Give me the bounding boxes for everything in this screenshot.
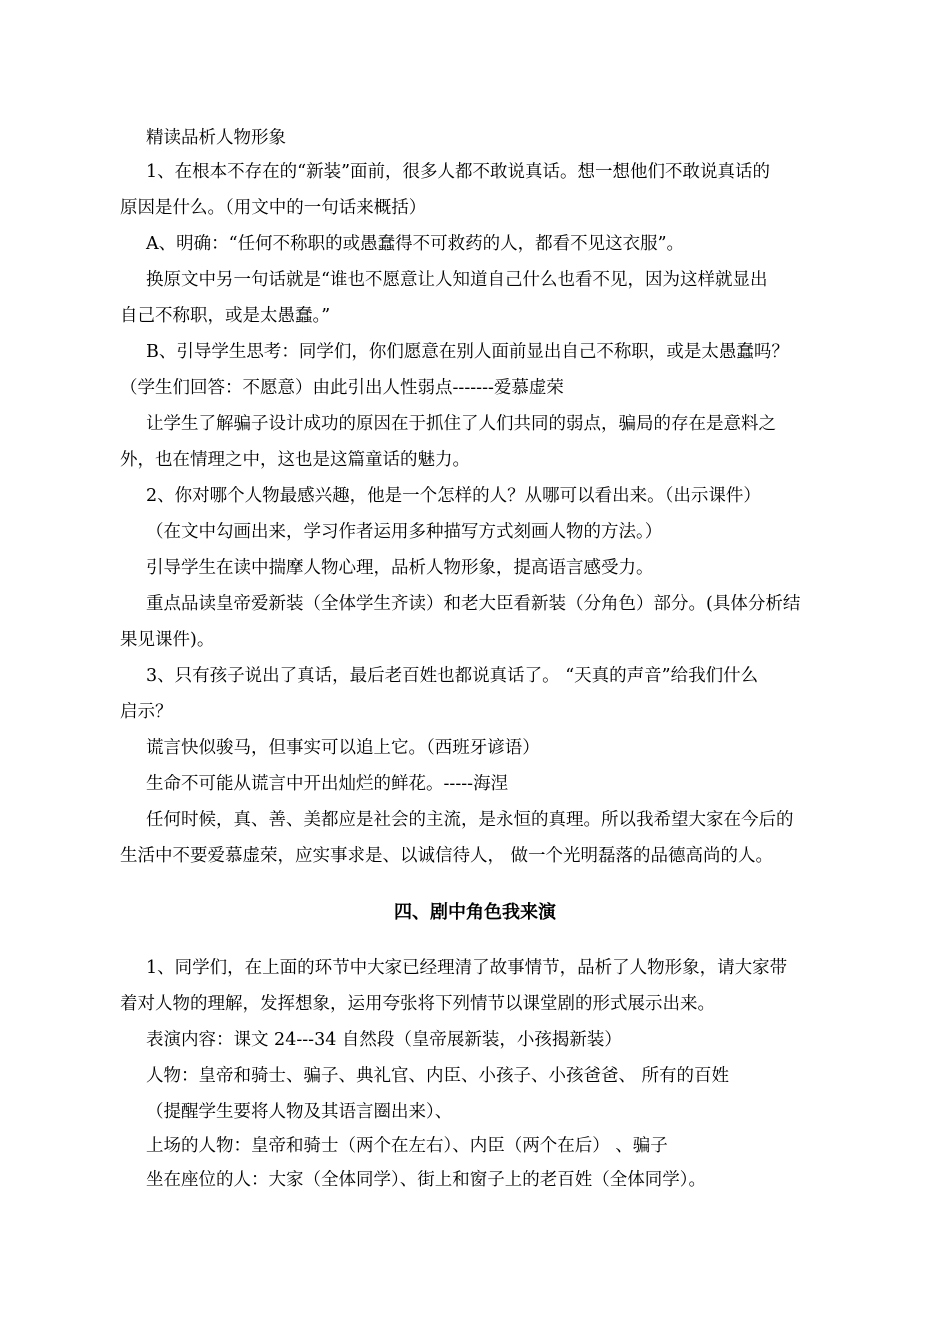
section-title: 精读品析人物形象 [146,128,286,148]
conclusion-line-1: 任何时候，真、善、美都应是社会的主流，是永恒的真理。所以我希望大家在今后的 [146,810,794,830]
question-2-line-4: 重点品读皇帝爱新装（全体学生齐读）和老大臣看新装（分角色）部分。(具体分析结 [146,594,801,614]
section-four-p1-line-2: 着对人物的理解，发挥想象，运用夸张将下列情节以课堂剧的形式展示出来。 [120,994,715,1014]
question-1-line-1: 1、在根本不存在的“新装”面前，很多人都不敢说真话。想一想他们不敢说真话的 [146,162,771,182]
guide-b-line-2: （学生们回答：不愿意）由此引出人性弱点-------爱慕虚荣 [120,378,564,398]
question-2-line-3: 引导学生在读中揣摩人物心理，品析人物形象，提高语言感受力。 [146,558,654,578]
question-3-line-2: 启示？ [120,702,173,722]
section-four-heading: 四、剧中角色我来演 [394,902,556,923]
guide-b-line-1: B、引导学生思考：同学们，你们愿意在别人面前显出自己不称职，或是太愚蠢吗？ [146,342,789,362]
question-2-line-1: 2、你对哪个人物最感兴趣，他是一个怎样的人？从哪可以看出来。（出示课件） [146,486,761,506]
performance-content: 表演内容：课文 24---34 自然段（皇帝展新装，小孩揭新装） [146,1030,622,1050]
question-3-line-1: 3、只有孩子说出了真话，最后老百姓也都说真话了。 “天真的声音”给我们什么 [146,666,759,686]
section-four-p1-line-1: 1、同学们，在上面的环节中大家已经理清了故事情节，品析了人物形象，请大家带 [146,958,788,978]
analysis-line-2: 外，也在情理之中，这也是这篇童话的魅力。 [120,450,470,470]
question-2-line-2: （在文中勾画出来，学习作者运用多种描写方式刻画人物的方法。） [146,522,663,542]
question-1-line-2: 原因是什么。（用文中的一句话来概括） [120,198,427,218]
quote-heine: 生命不可能从谎言中开出灿烂的鲜花。-----海涅 [146,774,509,794]
quote-spanish-proverb: 谎言快似骏马，但事实可以追上它。（西班牙谚语） [146,738,540,758]
conclusion-line-2: 生活中不要爱慕虚荣，应实事求是、以诚信待人， 做一个光明磊落的品德高尚的人。 [120,846,774,866]
alt-quote-line-2: 自己不称职，或是太愚蠢。” [120,306,331,326]
alt-quote-line-1: 换原文中另一句话就是“谁也不愿意让人知道自己什么也看不见，因为这样就显出 [146,270,768,290]
characters-list: 人物：皇帝和骑士、骗子、典礼官、内臣、小孩子、小孩爸爸、 所有的百姓 [146,1066,730,1086]
answer-a-line: A、明确：“任何不称职的或愚蠢得不可救药的人，都看不见这衣服”。 [146,234,685,254]
analysis-line-1: 让学生了解骗子设计成功的原因在于抓住了人们共同的弱点，骗局的存在是意料之 [146,414,776,434]
question-2-line-5: 果见课件)。 [120,630,215,650]
on-stage-characters: 上场的人物：皇帝和骑士（两个在左右）、内臣（两个在后） 、骗子 [146,1136,668,1156]
seated-audience: 坐在座位的人：大家（全体同学）、街上和窗子上的老百姓（全体同学）。 [146,1170,706,1190]
reminder-note: （提醒学生要将人物及其语言圈出来）、 [146,1102,453,1122]
